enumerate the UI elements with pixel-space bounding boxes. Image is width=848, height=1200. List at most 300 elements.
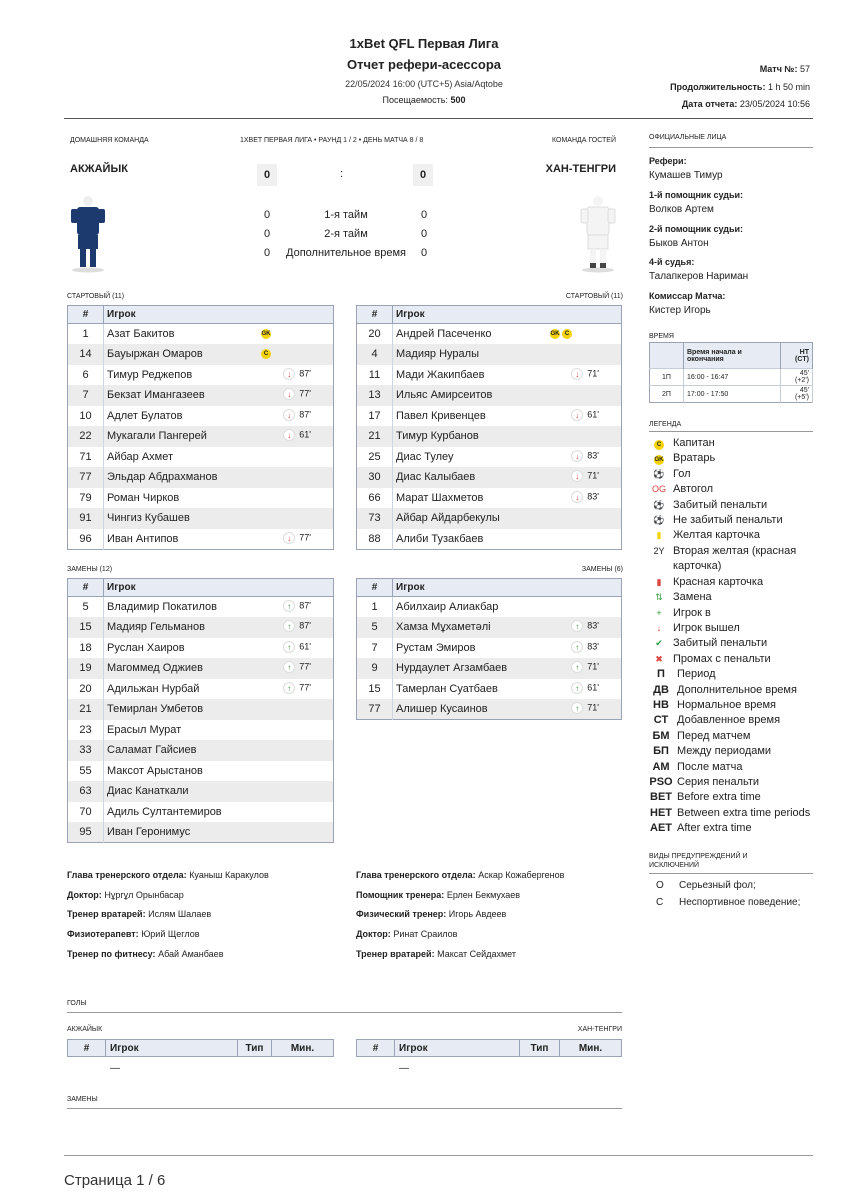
player-number: 33 <box>68 740 104 761</box>
arrow-up-icon: ↑ <box>571 620 583 632</box>
sub-in-indicator <box>571 641 599 653</box>
sub-out-indicator <box>283 429 311 441</box>
check-icon: ✔ <box>655 638 663 649</box>
player-name: Иван Антипов <box>107 532 179 545</box>
score-separator: : <box>340 168 344 180</box>
player-cell <box>393 638 622 659</box>
home-subs-table <box>67 578 334 843</box>
player-name: Диас Тулеу <box>396 450 454 463</box>
player-name: Андрей Пасеченко <box>396 328 492 340</box>
player-cell <box>393 324 622 345</box>
legend-item <box>649 575 813 590</box>
legend-item <box>649 821 817 836</box>
player-number: 20 <box>357 324 393 345</box>
legend-title: ЛЕГЕНДА <box>649 421 682 428</box>
player-cell <box>393 426 622 447</box>
sub-minute: 83' <box>587 490 599 501</box>
table-row <box>68 761 334 782</box>
player-number: 66 <box>357 488 393 509</box>
sub-minute: 77' <box>299 531 311 542</box>
table-row <box>68 720 334 741</box>
home-team-name: АКЖАЙЫК <box>70 163 128 175</box>
player-number: 5 <box>357 617 393 638</box>
legend-text: Before extra time <box>677 791 761 804</box>
home-staff-item: Доктор: Нұргұл Орынбасар <box>67 889 184 900</box>
warning-code-o: О <box>656 880 664 891</box>
duration: Продолжительность: 1 h 50 min <box>670 82 810 92</box>
legend-text: Гол <box>673 467 691 480</box>
time-table: Время начала и окончания HT (CT) 1П 16:00 - 16:47 45' (+2') 2П 17:00 - 17:50 45' (+5') <box>649 342 813 403</box>
table-row <box>357 447 622 468</box>
table-row <box>68 638 334 659</box>
captain-icon: C <box>562 329 572 339</box>
col-player-header: Игрок <box>393 306 622 324</box>
legend-text: Нормальное время <box>677 699 776 711</box>
player-name: Ильяс Амирсеитов <box>396 389 493 402</box>
table-row <box>357 658 622 679</box>
legend-item <box>649 683 817 698</box>
table-row <box>357 488 622 509</box>
home-staff-item: Физиотерапевт: Юрий Щеглов <box>67 929 200 940</box>
player-cell <box>104 529 334 550</box>
legend-item <box>649 760 817 775</box>
official-role: Комиссар Матча: <box>649 291 726 301</box>
player-number: 11 <box>357 365 393 386</box>
legend-abbr: СТ <box>653 714 669 727</box>
sub-minute: 71' <box>587 367 599 378</box>
sub-in-indicator <box>571 661 599 673</box>
period-label: 1-я тайм <box>324 209 368 221</box>
table-header-row <box>68 306 334 324</box>
player-number: 14 <box>68 344 104 365</box>
official-role: 1-й помощник судьи: <box>649 190 744 200</box>
player-cell <box>393 699 622 720</box>
player-name: Марат Шахметов <box>396 491 484 504</box>
subs-section-divider <box>67 1108 622 1109</box>
arrow-down-icon: ↓ <box>283 409 295 421</box>
player-cell <box>393 447 622 468</box>
player-cell <box>393 679 622 700</box>
player-name: Диас Калыбаев <box>396 471 476 484</box>
sub-minute: 77' <box>299 681 311 692</box>
col-number-header: # <box>68 579 104 597</box>
arrow-up-icon: ↑ <box>571 682 583 694</box>
table-row <box>357 638 622 659</box>
player-name: Мадияр Гельманов <box>107 621 205 634</box>
yellow-card-icon: ▮ <box>656 530 662 541</box>
table-row <box>68 447 334 468</box>
player-cell <box>104 822 334 843</box>
player-name: Адиль Султантемиров <box>107 805 222 818</box>
sub-out-indicator <box>571 470 599 482</box>
player-number: 25 <box>357 447 393 468</box>
legend-abbr: П <box>657 668 665 681</box>
sub-minute: 87' <box>299 620 311 631</box>
official-name: Кумашев Тимур <box>649 170 723 181</box>
home-staff-item: Тренер вратарей: Ислям Шалаев <box>67 909 212 920</box>
legend-text: Желтая карточка <box>673 529 760 542</box>
player-number: 79 <box>68 488 104 509</box>
sub-minute: 61' <box>299 640 311 651</box>
table-row <box>68 658 334 679</box>
legend-text: Красная карточка <box>673 575 764 588</box>
arrow-up-icon: ↑ <box>571 661 583 673</box>
sub-out-indicator <box>283 409 311 421</box>
goals-home-table: # Игрок Тип Мин. <box>67 1039 334 1057</box>
legend-item <box>649 636 813 651</box>
legend-text: Between extra time periods <box>677 806 811 819</box>
sub-minute: 61' <box>587 408 599 419</box>
player-cell <box>393 406 622 427</box>
legend-item <box>649 528 813 543</box>
table-row <box>357 406 622 427</box>
col-number-header: # <box>357 306 393 324</box>
player-name: Тимур Курбанов <box>396 430 479 443</box>
player-cell <box>104 617 334 638</box>
table-row <box>68 488 334 509</box>
player-name: Бекзат Имангазеев <box>107 389 205 402</box>
player-number: 21 <box>68 699 104 720</box>
sub-out-indicator <box>283 388 311 400</box>
legend-abbr: PSO <box>649 776 673 788</box>
legend-item <box>649 467 813 482</box>
player-name: Азат Бакитов <box>107 328 175 340</box>
player-name: Алишер Кусаинов <box>396 703 488 715</box>
col-player-header: Игрок <box>104 579 334 597</box>
player-number: 88 <box>357 529 393 550</box>
legend-divider <box>649 431 813 432</box>
table-row <box>68 699 334 720</box>
table-row <box>68 344 334 365</box>
starting-away-label: СТАРТОВЫЙ (11) <box>565 293 623 300</box>
own-goal-icon: OG <box>651 484 666 495</box>
period-away-score: 0 <box>421 209 428 221</box>
second-yellow-icon: 2Y <box>653 545 665 556</box>
table-row <box>357 344 622 365</box>
player-cell <box>104 406 334 427</box>
player-name: Роман Чирков <box>107 491 180 504</box>
player-cell <box>104 467 334 488</box>
report-title: Отчет рефери-асессора <box>346 57 502 72</box>
legend-item <box>649 498 813 513</box>
legend-text: Игрок вышел <box>673 622 740 634</box>
player-cell <box>104 679 334 700</box>
player-in-icon: + <box>656 607 662 618</box>
legend-item <box>649 436 813 451</box>
arrow-down-icon: ↓ <box>571 470 583 482</box>
sub-out-indicator <box>283 368 311 380</box>
goals-home-empty: — <box>110 1063 120 1074</box>
away-staff-item: Доктор: Ринат Сраилов <box>356 929 458 940</box>
col-number-header: # <box>68 306 104 324</box>
player-number: 15 <box>357 679 393 700</box>
goals-home-label: АКЖАЙЫК <box>67 1026 103 1033</box>
player-name: Темирлан Умбетов <box>107 703 204 716</box>
goal-icon: ⚽ <box>653 468 665 479</box>
home-score: 0 <box>257 164 277 186</box>
officials-divider <box>649 147 813 148</box>
player-cell <box>104 638 334 659</box>
sub-in-indicator <box>283 682 311 694</box>
table-row <box>68 617 334 638</box>
player-cell <box>104 720 334 741</box>
player-cell <box>104 781 334 802</box>
goalkeeper-icon: GK <box>261 331 271 338</box>
player-name: Мади Жакипбаев <box>396 368 485 381</box>
player-cell <box>104 385 334 406</box>
player-number: 55 <box>68 761 104 782</box>
player-number: 20 <box>68 679 104 700</box>
player-name: Тамерлан Суатбаев <box>396 682 498 695</box>
substitution-icon: ⇅ <box>655 592 663 603</box>
table-row <box>357 385 622 406</box>
sub-minute: 83' <box>587 449 599 460</box>
table-row <box>357 597 622 618</box>
player-cell <box>104 488 334 509</box>
table-row <box>68 802 334 823</box>
home-team-label: ДОМАШНЯЯ КОМАНДА <box>70 137 149 144</box>
player-number: 95 <box>68 822 104 843</box>
player-number: 9 <box>357 658 393 679</box>
player-name: Павел Кривенцев <box>396 409 486 422</box>
legend-item <box>649 652 813 667</box>
goals-away-label: ХАН-ТЕНГРИ <box>577 1026 622 1033</box>
away-subs-table <box>356 578 622 720</box>
away-starting-table <box>356 305 622 550</box>
legend-abbr: НВ <box>653 699 669 711</box>
player-number: 63 <box>68 781 104 802</box>
player-cell <box>104 597 334 618</box>
legend-text: Вторая желтая (красная карточка) <box>673 544 797 572</box>
cross-icon: ✖ <box>655 653 663 664</box>
legend-text: После матча <box>677 760 743 773</box>
player-cell <box>393 488 622 509</box>
sub-minute: 83' <box>587 640 599 651</box>
warning-text-o: Серьезный фол; <box>679 880 756 891</box>
player-name: Ерасыл Мурат <box>107 723 182 736</box>
table-row <box>68 406 334 427</box>
subs-away-label: ЗАМЕНЫ (6) <box>581 566 623 573</box>
table-row <box>357 467 622 488</box>
home-kit-icon <box>70 195 106 276</box>
legend-item <box>649 590 813 605</box>
legend-abbr: БМ <box>652 729 670 742</box>
player-cell <box>393 344 622 365</box>
player-number: 7 <box>68 385 104 406</box>
arrow-up-icon: ↑ <box>283 661 295 673</box>
player-name: Айбар Айдарбекулы <box>396 512 500 525</box>
arrow-down-icon: ↓ <box>283 532 295 544</box>
home-staff-item: Глава тренерского отдела: Куаныш Каракулов <box>67 870 269 880</box>
player-number: 18 <box>68 638 104 659</box>
sub-in-indicator <box>571 682 599 694</box>
period-home-score: 0 <box>264 228 271 240</box>
player-number: 77 <box>357 699 393 720</box>
player-name: Чингиз Кубашев <box>107 512 190 525</box>
legend-text: Забитый пенальти <box>673 637 768 650</box>
legend-item <box>649 482 813 497</box>
sub-minute: 61' <box>587 681 599 692</box>
captain-icon: C <box>261 349 271 359</box>
sub-minute: 83' <box>587 620 599 631</box>
sub-out-indicator <box>571 368 599 380</box>
legend-abbr: БП <box>653 745 669 758</box>
arrow-down-icon: ↓ <box>283 388 295 400</box>
legend-text: Игрок в <box>673 606 711 619</box>
away-team-name: ХАН-ТЕНГРИ <box>545 163 616 175</box>
sub-out-indicator <box>571 491 599 503</box>
red-card-icon: ▮ <box>656 576 662 587</box>
legend-item <box>649 790 817 805</box>
official-name: Кистер Игорь <box>649 305 711 316</box>
legend-item <box>649 775 817 790</box>
player-cell <box>393 658 622 679</box>
period-away-score: 0 <box>421 247 428 259</box>
player-cell <box>393 617 622 638</box>
away-score: 0 <box>413 164 433 186</box>
col-number-header: # <box>357 579 393 597</box>
legend-item <box>649 451 813 466</box>
legend-item <box>649 806 817 821</box>
goalkeeper-icon: GK <box>654 457 664 464</box>
legend-text: Дополнительное время <box>677 683 797 696</box>
league-title: 1xBet QFL Первая Лига <box>349 36 499 51</box>
sub-minute: 77' <box>299 388 311 399</box>
goalkeeper-icon: GK <box>550 331 560 338</box>
warnings-title: ВИДЫ ПРЕДУПРЕЖДЕНИЙ И ИСКЛЮЧЕНИЙ <box>649 853 748 869</box>
away-kit-icon <box>580 195 616 276</box>
legend-text: Автогол <box>673 483 714 496</box>
warnings-divider <box>649 873 813 874</box>
official-role: 2-й помощник судьи: <box>649 224 744 234</box>
player-number: 4 <box>357 344 393 365</box>
legend-abbr: АМ <box>652 760 670 773</box>
player-out-icon: ↓ <box>656 623 662 633</box>
player-number: 21 <box>357 426 393 447</box>
sub-out-indicator <box>571 450 599 462</box>
player-name: Магоммед Оджиев <box>107 662 203 675</box>
table-row <box>68 781 334 802</box>
legend-text: Между периодами <box>677 745 772 758</box>
player-name: Бауыржан Омаров <box>107 348 203 361</box>
sub-minute: 61' <box>299 429 311 440</box>
captain-icon: C <box>654 440 664 450</box>
home-staff-item: Тренер по фитнесу: Абай Аманбаев <box>67 948 224 959</box>
player-name: Абилхаир Алиакбар <box>396 601 499 613</box>
legend-text: Период <box>677 668 716 681</box>
arrow-up-icon: ↑ <box>283 641 295 653</box>
player-cell <box>104 447 334 468</box>
player-name: Диас Канаткали <box>107 785 189 798</box>
player-cell <box>393 365 622 386</box>
player-name: Адлет Булатов <box>107 409 183 422</box>
player-cell <box>104 344 334 365</box>
player-name: Алиби Тузакбаев <box>396 532 484 545</box>
goals-away-table: # Игрок Тип Мин. <box>356 1039 622 1057</box>
player-cell <box>104 740 334 761</box>
player-number: 7 <box>357 638 393 659</box>
away-staff-item: Помощник тренера: Ерлен Бекмухаев <box>356 889 521 900</box>
legend-item <box>649 713 817 728</box>
player-cell <box>393 508 622 529</box>
arrow-down-icon: ↓ <box>571 450 583 462</box>
player-number: 10 <box>68 406 104 427</box>
arrow-down-icon: ↓ <box>283 368 295 380</box>
player-cell <box>104 508 334 529</box>
player-cell <box>104 658 334 679</box>
player-name: Саламат Гайсиев <box>107 744 197 757</box>
time-title: ВРЕМЯ <box>649 333 674 340</box>
player-cell <box>393 529 622 550</box>
player-cell <box>104 802 334 823</box>
period-away-score: 0 <box>421 228 428 240</box>
sub-minute: 87' <box>299 600 311 611</box>
sub-minute: 87' <box>299 367 311 378</box>
player-name: Хамза Мұхаметәлі <box>396 621 491 634</box>
legend-abbr: ДВ <box>653 683 669 696</box>
goals-away-empty: — <box>399 1063 409 1074</box>
goals-title: ГОЛЫ <box>67 1000 87 1007</box>
table-row <box>357 617 622 638</box>
legend-text: Не забитый пенальти <box>673 514 783 526</box>
legend-item <box>649 513 813 528</box>
player-cell <box>104 426 334 447</box>
player-cell <box>393 597 622 618</box>
player-cell <box>104 365 334 386</box>
player-number: 22 <box>68 426 104 447</box>
table-row <box>357 529 622 550</box>
arrow-down-icon: ↓ <box>571 491 583 503</box>
sub-in-indicator <box>283 661 311 673</box>
sub-minute: 77' <box>299 661 311 672</box>
footer-divider <box>64 1155 813 1156</box>
table-row <box>68 324 334 345</box>
player-number: 30 <box>357 467 393 488</box>
player-name: Эльдар Абдрахманов <box>107 471 218 484</box>
table-row <box>68 365 334 386</box>
player-cell <box>104 761 334 782</box>
table-row <box>357 324 622 345</box>
legend-text: Добавленное время <box>677 714 781 727</box>
legend-item <box>649 544 813 572</box>
round-info: 1XBET ПЕРВАЯ ЛИГА • РАУНД 1 / 2 • ДЕНЬ МАТЧА 8 / 8 <box>240 137 424 144</box>
legend-abbr: BET <box>650 791 672 804</box>
legend-item <box>649 698 817 713</box>
player-name: Мукагали Пангерей <box>107 430 207 443</box>
table-row <box>68 822 334 843</box>
legend-text: Перед матчем <box>677 729 751 742</box>
player-name: Руслан Хаиров <box>107 641 185 654</box>
table-row <box>68 679 334 700</box>
player-cell <box>393 385 622 406</box>
player-number: 13 <box>357 385 393 406</box>
player-number: 1 <box>68 324 104 345</box>
table-header-row <box>68 579 334 597</box>
away-staff-item: Физический тренер: Игорь Авдеев <box>356 909 507 920</box>
table-row <box>357 365 622 386</box>
sub-out-indicator <box>283 532 311 544</box>
arrow-up-icon: ↑ <box>571 702 583 714</box>
goals-divider <box>67 1012 622 1013</box>
player-cell <box>393 467 622 488</box>
player-number: 96 <box>68 529 104 550</box>
sub-minute: 71' <box>587 702 599 713</box>
sub-in-indicator <box>283 620 311 632</box>
arrow-up-icon: ↑ <box>571 641 583 653</box>
time-range-header: Время начала и окончания <box>684 343 781 369</box>
player-number: 5 <box>68 597 104 618</box>
col-player-header: Игрок <box>393 579 622 597</box>
